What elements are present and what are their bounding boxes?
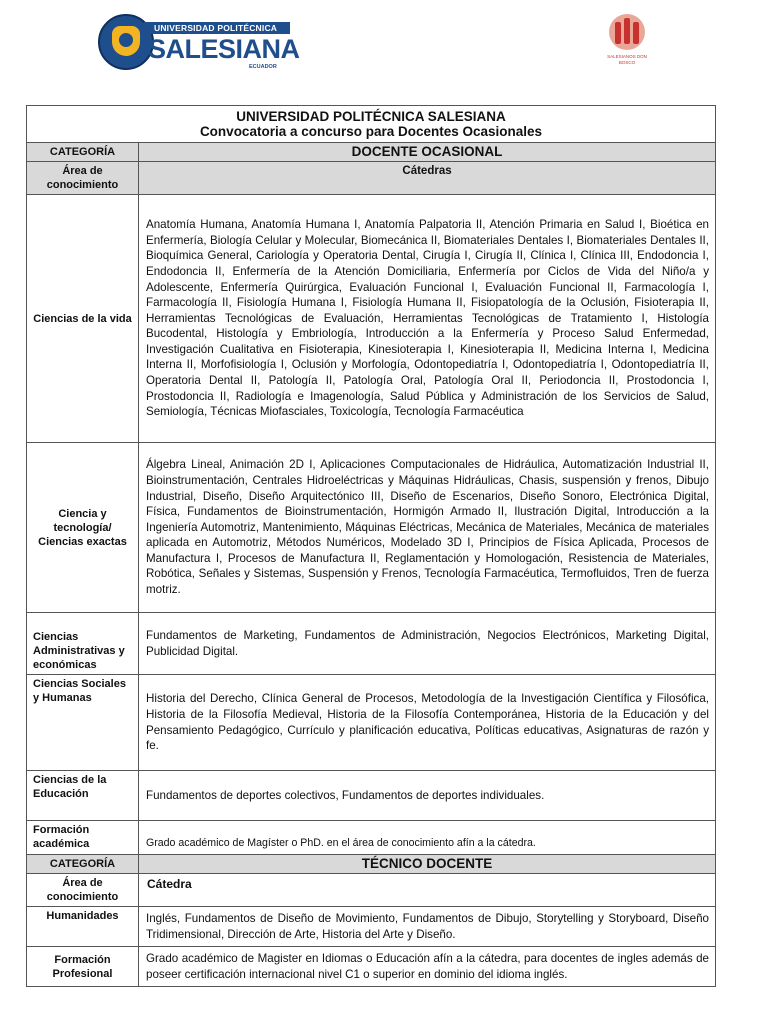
category-value: TÉCNICO DOCENTE <box>139 855 716 874</box>
area-catedras: Anatomía Humana, Anatomía Humana I, Anatomía Palpatoria II, Atención Primaria en Salud I, Bioética en Enfermería, Biología Celular y Molecular, Biomecánica II, Biomateriales Dentales I, Biomateriales Dentales II, Bioquímica General, Cariología y Operatoria Dental, Cirugía I, Cirugía II, Clínica I, Clínica III, Endodoncia I, Endodoncia II, Enfermería de la Atención Domiciliaria, Enfermería por Ciclos de Vida del Niño/a y Adolescente, Enfermería Quirúrgica, Evaluación Funcional I, Evaluación Funcional II, Farmacología I, Farmacología II, Fisiología Humana I, Fisiología Humana II, Fisiopatología de la Oclusión, Fisioterapia II, Herramientas Tecnológicas de Evaluación, Herramientas Tecnológicas de Tratamiento I, Histología Bucodental, Histología y Embriología, Introducción a la Enfermería y Proceso Salud Enfermedad, Investigación Cualitativa en Fisioterapia, Kinesioterapia I, Kinesioterapia II, Medicina Interna I, Medicina Interna II, Morfofisiología I, Oclusión y Morfología, Odontopediatría I, Odontopediatría I, Odontopediatría II, Operatoria Dental II, Patología II, Patología Oral, Patología Oral II, Periodoncia II, Prostodoncia I, Prostodoncia II, Radiología e Imagenología, Salud Pública y Administración de los Servicios de Salud, Semiología, Técnicas Miofasciales, Toxicología, Tecnología Farmacéutica <box>139 195 716 443</box>
area-catedras: Fundamentos de deportes colectivos, Fundamentos de deportes individuales. <box>139 771 716 821</box>
area-catedras: Grado académico de Magister en Idiomas o Educación afín a la cátedra, para docentes de ingles además de poseer certificación internacional nivel C1 o superior en dominio del idioma inglés. <box>139 947 716 987</box>
area-catedras: Fundamentos de Marketing, Fundamentos de Administración, Negocios Electrónicos, Marketing Digital, Publicidad Digital. <box>139 613 716 675</box>
table-row <box>27 947 716 987</box>
area-catedras: Álgebra Lineal, Animación 2D I, Aplicaciones Computacionales de Hidráulica, Automatización Industrial II, Bioinstrumentación, Centrales Hidroeléctricas y Máquinas Hidráulicas, Chasis, suspensión y frenos, Dibujo Industrial, Diseño, Diseño Arquitectónico III, Diseño de Escenarios, Diseño Sonoro, Electrónica Digital, Física, Fundamentos de Bioinstrumentación, Hormigón Armado II, Ilustración Digital, Introducción a la Ingeniería Automotriz, Mantenimiento, Máquinas Eléctricas, Mecánica de Materiales, Mecánica de materiales aplicada en Automotriz, Métodos Numéricos, Modelado 3D I, Principios de Física Aplicada, Procesos de Manufactura I, Procesos de Manufactura II, Reglamentación y Homologación, Resistencia de Materiales, Robótica, Señales y Sistemas, Suspensión y Frenos, Tecnología Farmacéutica, Termofluidos, Tren de fuerza motriz. <box>139 443 716 613</box>
table-row <box>27 907 716 947</box>
table-row <box>27 675 716 771</box>
catedra-label: Cátedra <box>139 874 716 907</box>
area-header-row <box>27 874 716 907</box>
area-label: Área de conocimiento <box>27 874 139 907</box>
document-title: UNIVERSIDAD POLITÉCNICA SALESIANA <box>236 109 506 124</box>
category-row <box>27 855 716 874</box>
table-row <box>27 195 716 443</box>
salesianos-logo <box>604 14 650 68</box>
ups-logo <box>98 14 300 70</box>
area-name: Ciencias Administrativas y económicas <box>27 613 139 675</box>
convocatoria-table <box>26 105 716 987</box>
area-name: Ciencia y tecnología/ Ciencias exactas <box>27 443 139 613</box>
table-row <box>27 771 716 821</box>
area-name: Humanidades <box>27 907 139 947</box>
area-header-row <box>27 162 716 195</box>
salesianos-caption: SALESIANOS DON BOSCO <box>607 54 647 65</box>
area-name: Formación Profesional <box>27 947 139 987</box>
category-value: DOCENTE OCASIONAL <box>139 143 716 162</box>
table-header-row <box>27 106 716 143</box>
area-name: Ciencias Sociales y Humanas <box>27 675 139 771</box>
table-row <box>27 821 716 855</box>
ups-logo-top-text: UNIVERSIDAD POLITÉCNICA <box>154 23 278 33</box>
category-label: CATEGORÍA <box>27 855 139 874</box>
document-subtitle: Convocatoria a concurso para Docentes Ocasionales <box>199 124 543 139</box>
area-name: Ciencias de la vida <box>27 195 139 443</box>
area-catedras: Inglés, Fundamentos de Diseño de Movimiento, Fundamentos de Dibujo, Storytelling y Storyboard, Diseño Tridimensional, Dirección de Arte, Historia del Arte y Diseño. <box>139 907 716 947</box>
table-row <box>27 613 716 675</box>
area-catedras: Grado académico de Magíster o PhD. en el área de conocimiento afín a la cátedra. <box>139 821 716 855</box>
table-row <box>27 443 716 613</box>
area-name: Ciencias de la Educación <box>27 771 139 821</box>
area-name: Formación académica <box>27 821 139 855</box>
ups-logo-main-text: SALESIANA <box>148 34 300 64</box>
category-label: CATEGORÍA <box>27 143 139 162</box>
table-header <box>27 106 716 143</box>
area-catedras: Historia del Derecho, Clínica General de Procesos, Metodología de la Investigación Científica y Filosófica, Historia de la Filosofía Medieval, Historia de la Filosofía Contemporánea, Historia de la Educación y del Pensamiento Pedagógico, Currículo y planificación educativa, Políticas educativas, Asignaturas de razón y fe. <box>139 675 716 771</box>
category-row <box>27 143 716 162</box>
ups-logo-sub-text: ECUADOR <box>249 64 277 70</box>
area-label: Área de conocimiento <box>27 162 139 195</box>
catedras-label: Cátedras <box>139 162 716 195</box>
